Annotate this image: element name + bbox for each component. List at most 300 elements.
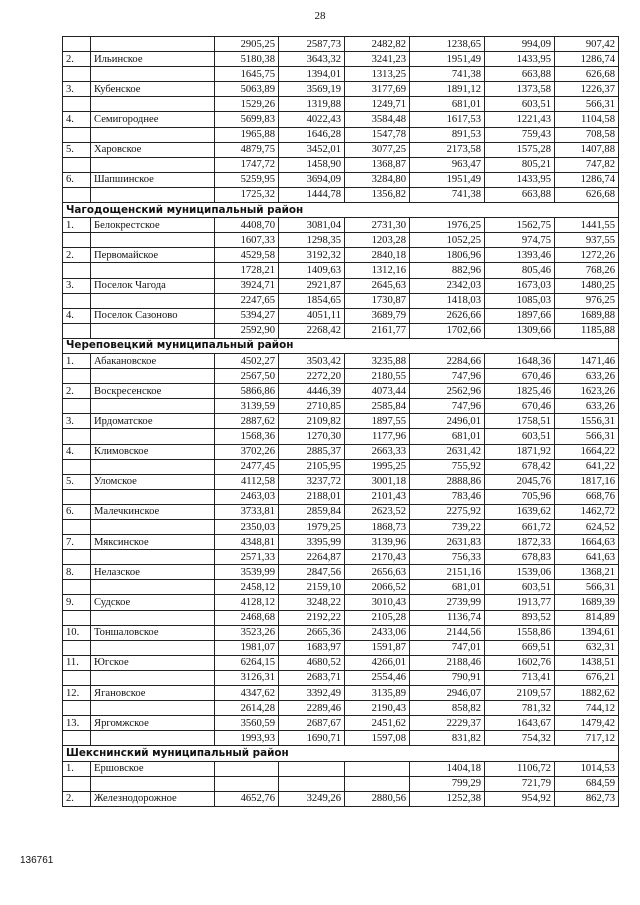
district-header-row [63,746,619,761]
value-cell: 1702,66 [410,323,485,338]
value-cell: 1177,96 [345,429,410,444]
settlement-name: Харовское [91,142,215,157]
value-cell: 4348,81 [215,535,279,550]
value-cell: 2275,92 [410,504,485,519]
row-index: 12. [63,686,91,701]
settlement-name [91,731,215,746]
value-cell: 2451,62 [345,716,410,731]
settlement-name [91,640,215,655]
value-cell: 2247,65 [215,293,279,308]
value-cell: 3237,72 [279,474,345,489]
value-cell: 3503,42 [279,353,345,368]
row-index [63,37,91,52]
value-cell: 2880,56 [345,791,410,806]
value-cell: 3135,89 [345,686,410,701]
table-row [63,293,619,308]
value-cell: 2587,73 [279,37,345,52]
table-row [63,308,619,323]
row-index [63,640,91,655]
row-index: 8. [63,565,91,580]
value-cell: 1993,93 [215,731,279,746]
settlement-name: Поселок Сазоново [91,308,215,323]
district-title: Череповецкий муниципальный район [63,338,619,353]
value-cell: 717,12 [555,731,619,746]
settlement-name: Югское [91,655,215,670]
value-cell: 891,53 [410,127,485,142]
row-index: 2. [63,248,91,263]
value-cell: 4652,76 [215,791,279,806]
settlement-name [91,701,215,716]
value-cell: 1104,58 [555,112,619,127]
settlement-name: Абакановское [91,353,215,368]
value-cell: 963,47 [410,157,485,172]
value-cell: 1664,63 [555,535,619,550]
settlement-name: Климовское [91,444,215,459]
value-cell: 1286,74 [555,52,619,67]
value-cell: 2229,37 [410,716,485,731]
value-cell: 4879,75 [215,142,279,157]
settlement-name [91,67,215,82]
value-cell: 2433,06 [345,625,410,640]
settlement-name: Малечкинское [91,504,215,519]
row-index: 6. [63,172,91,187]
value-cell: 1221,43 [485,112,555,127]
value-cell: 4051,11 [279,308,345,323]
value-cell: 1185,88 [555,323,619,338]
value-cell: 2885,37 [279,444,345,459]
settlement-name: Поселок Чагода [91,278,215,293]
value-cell: 5180,38 [215,52,279,67]
value-cell: 1373,58 [485,82,555,97]
value-cell: 805,21 [485,157,555,172]
table-row [63,701,619,716]
value-cell: 2887,62 [215,414,279,429]
row-index [63,776,91,791]
value-cell: 1690,71 [279,731,345,746]
settlement-name [91,263,215,278]
row-index [63,550,91,565]
settlement-name [91,550,215,565]
value-cell: 2170,43 [345,550,410,565]
value-cell: 1683,97 [279,640,345,655]
value-cell: 1298,35 [279,233,345,248]
value-cell: 3560,59 [215,716,279,731]
row-index [63,369,91,384]
value-cell: 2847,56 [279,565,345,580]
value-cell: 2614,28 [215,701,279,716]
value-cell: 1979,25 [279,520,345,535]
value-cell: 2458,12 [215,580,279,595]
value-cell: 1664,22 [555,444,619,459]
value-cell: 1871,92 [485,444,555,459]
value-cell: 1602,76 [485,655,555,670]
settlement-name [91,489,215,504]
settlement-name [91,580,215,595]
value-cell: 3248,22 [279,595,345,610]
value-cell: 2101,43 [345,489,410,504]
row-index [63,399,91,414]
row-index: 4. [63,112,91,127]
settlement-name: Семигороднее [91,112,215,127]
value-cell: 661,72 [485,520,555,535]
row-index: 13. [63,716,91,731]
value-cell: 2066,52 [345,580,410,595]
table-row [63,520,619,535]
row-index: 1. [63,353,91,368]
row-index: 5. [63,142,91,157]
value-cell: 1882,62 [555,686,619,701]
value-cell: 668,76 [555,489,619,504]
value-cell: 831,82 [410,731,485,746]
value-cell: 4680,52 [279,655,345,670]
value-cell: 1951,49 [410,52,485,67]
value-cell: 2159,10 [279,580,345,595]
value-cell: 2562,96 [410,384,485,399]
settlement-name: Воскресенское [91,384,215,399]
value-cell: 755,92 [410,459,485,474]
value-cell: 1226,37 [555,82,619,97]
value-cell: 2272,20 [279,369,345,384]
value-cell: 1643,67 [485,716,555,731]
settlement-name: Мяксинское [91,535,215,550]
table-row [63,640,619,655]
table-row [63,429,619,444]
value-cell: 1913,77 [485,595,555,610]
value-cell [215,761,279,776]
row-index: 2. [63,52,91,67]
value-cell: 1394,01 [279,67,345,82]
settlement-name: Яргомжское [91,716,215,731]
settlement-name [91,670,215,685]
value-cell: 3523,26 [215,625,279,640]
settlement-name: Первомайское [91,248,215,263]
row-index [63,323,91,338]
value-cell: 3689,79 [345,308,410,323]
value-cell: 678,42 [485,459,555,474]
settlement-name: Уломское [91,474,215,489]
page-number: 28 [314,10,326,22]
table-row [63,489,619,504]
table-row [63,248,619,263]
row-index: 1. [63,218,91,233]
value-cell: 1825,46 [485,384,555,399]
value-cell: 1368,21 [555,565,619,580]
value-cell: 893,52 [485,610,555,625]
value-cell: 1458,90 [279,157,345,172]
value-cell: 2289,46 [279,701,345,716]
table-row [63,670,619,685]
value-cell: 1394,61 [555,625,619,640]
table-row [63,474,619,489]
value-cell: 1319,88 [279,97,345,112]
table-row [63,731,619,746]
value-cell: 1529,26 [215,97,279,112]
value-cell: 1272,26 [555,248,619,263]
value-cell: 641,22 [555,459,619,474]
value-cell: 669,51 [485,640,555,655]
value-cell: 1747,72 [215,157,279,172]
tariff-table [62,36,619,807]
value-cell: 1965,88 [215,127,279,142]
table-row [63,97,619,112]
table-body [63,37,619,807]
value-cell: 2946,07 [410,686,485,701]
value-cell: 1728,21 [215,263,279,278]
value-cell: 1438,51 [555,655,619,670]
value-cell: 4347,62 [215,686,279,701]
value-cell: 684,59 [555,776,619,791]
value-cell: 603,51 [485,429,555,444]
settlement-name: Ильинское [91,52,215,67]
value-cell: 3249,26 [279,791,345,806]
value-cell: 1872,33 [485,535,555,550]
value-cell: 2645,63 [345,278,410,293]
value-cell: 2683,71 [279,670,345,685]
table-row [63,565,619,580]
value-cell [279,776,345,791]
value-cell: 3539,99 [215,565,279,580]
value-cell: 2631,83 [410,535,485,550]
value-cell: 3284,80 [345,172,410,187]
settlement-name: Судское [91,595,215,610]
row-index: 3. [63,82,91,97]
value-cell: 3392,49 [279,686,345,701]
value-cell: 1409,63 [279,263,345,278]
value-cell: 4128,12 [215,595,279,610]
table-row [63,369,619,384]
value-cell: 974,75 [485,233,555,248]
value-cell: 3081,04 [279,218,345,233]
table-row [63,187,619,202]
row-index: 3. [63,278,91,293]
table-row [63,459,619,474]
value-cell: 4408,70 [215,218,279,233]
row-index [63,670,91,685]
table-row [63,52,619,67]
table-row [63,67,619,82]
value-cell: 1673,03 [485,278,555,293]
settlement-name: Ирдоматское [91,414,215,429]
value-cell: 805,46 [485,263,555,278]
value-cell: 4073,44 [345,384,410,399]
value-cell: 603,51 [485,580,555,595]
value-cell: 1897,66 [485,308,555,323]
value-cell: 2592,90 [215,323,279,338]
value-cell: 4112,58 [215,474,279,489]
value-cell: 2905,25 [215,37,279,52]
value-cell: 1444,78 [279,187,345,202]
value-cell: 781,32 [485,701,555,716]
settlement-name [91,293,215,308]
value-cell: 1441,55 [555,218,619,233]
table-row [63,414,619,429]
value-cell: 2151,16 [410,565,485,580]
settlement-name: Кубенское [91,82,215,97]
value-cell: 681,01 [410,580,485,595]
table-row [63,233,619,248]
settlement-name [91,187,215,202]
value-cell: 1623,26 [555,384,619,399]
table-row [63,82,619,97]
value-cell: 747,96 [410,369,485,384]
row-index [63,429,91,444]
district-title: Чагодощенский муниципальный район [63,203,619,218]
settlement-name [91,157,215,172]
value-cell: 676,21 [555,670,619,685]
value-cell: 1645,75 [215,67,279,82]
settlement-name: Железнодорожное [91,791,215,806]
value-cell: 3001,18 [345,474,410,489]
row-index [63,263,91,278]
value-cell: 4502,27 [215,353,279,368]
value-cell: 1309,66 [485,323,555,338]
value-cell: 2342,03 [410,278,485,293]
value-cell: 1891,12 [410,82,485,97]
value-cell: 632,31 [555,640,619,655]
row-index [63,187,91,202]
settlement-name [91,429,215,444]
value-cell: 2105,28 [345,610,410,625]
row-index: 4. [63,444,91,459]
row-index: 4. [63,308,91,323]
table-row [63,157,619,172]
value-cell: 2161,77 [345,323,410,338]
value-cell: 3694,09 [279,172,345,187]
settlement-name [91,459,215,474]
value-cell: 2188,01 [279,489,345,504]
value-cell: 2631,42 [410,444,485,459]
value-cell [345,761,410,776]
district-title: Шекснинский муниципальный район [63,746,619,761]
row-index: 2. [63,791,91,806]
value-cell: 3010,43 [345,595,410,610]
settlement-name [91,776,215,791]
value-cell: 747,01 [410,640,485,655]
value-cell: 2571,33 [215,550,279,565]
row-index: 9. [63,595,91,610]
value-cell: 5699,83 [215,112,279,127]
value-cell: 566,31 [555,97,619,112]
table-row [63,112,619,127]
value-cell: 1868,73 [345,520,410,535]
value-cell: 1556,31 [555,414,619,429]
value-cell: 2687,67 [279,716,345,731]
settlement-name [91,323,215,338]
row-index [63,610,91,625]
value-cell: 2626,66 [410,308,485,323]
value-cell: 670,46 [485,369,555,384]
value-cell: 1404,18 [410,761,485,776]
row-index [63,67,91,82]
value-cell: 663,88 [485,67,555,82]
settlement-name [91,399,215,414]
value-cell: 2350,03 [215,520,279,535]
settlement-name: Ершовское [91,761,215,776]
table-row [63,142,619,157]
value-cell: 1480,25 [555,278,619,293]
table-row [63,218,619,233]
table-row [63,610,619,625]
value-cell: 2840,18 [345,248,410,263]
value-cell: 670,46 [485,399,555,414]
value-cell: 2731,30 [345,218,410,233]
value-cell: 705,96 [485,489,555,504]
value-cell: 681,01 [410,97,485,112]
settlement-name [91,369,215,384]
value-cell: 1995,25 [345,459,410,474]
value-cell: 1249,71 [345,97,410,112]
value-cell: 799,29 [410,776,485,791]
row-index: 11. [63,655,91,670]
table-row [63,384,619,399]
value-cell: 681,01 [410,429,485,444]
table-row [63,686,619,701]
value-cell: 708,58 [555,127,619,142]
row-index [63,520,91,535]
row-index [63,97,91,112]
table-row [63,353,619,368]
row-index [63,731,91,746]
value-cell: 814,89 [555,610,619,625]
value-cell: 756,33 [410,550,485,565]
table-row [63,791,619,806]
value-cell [345,776,410,791]
value-cell: 1639,62 [485,504,555,519]
table-row [63,504,619,519]
value-cell: 2888,86 [410,474,485,489]
value-cell: 2477,45 [215,459,279,474]
value-cell: 976,25 [555,293,619,308]
value-cell: 1433,95 [485,52,555,67]
settlement-name [91,127,215,142]
value-cell: 1270,30 [279,429,345,444]
row-index [63,233,91,248]
value-cell: 1607,33 [215,233,279,248]
value-cell: 1981,07 [215,640,279,655]
value-cell: 3077,25 [345,142,410,157]
value-cell: 1854,65 [279,293,345,308]
value-cell: 1617,53 [410,112,485,127]
value-cell: 1562,75 [485,218,555,233]
value-cell: 1558,86 [485,625,555,640]
row-index [63,157,91,172]
value-cell: 1479,42 [555,716,619,731]
value-cell: 2190,43 [345,701,410,716]
value-cell: 1356,82 [345,187,410,202]
table-row [63,444,619,459]
row-index [63,293,91,308]
value-cell [215,776,279,791]
value-cell: 862,73 [555,791,619,806]
settlement-name: Ягановское [91,686,215,701]
value-cell: 2109,82 [279,414,345,429]
value-cell: 1106,72 [485,761,555,776]
value-cell: 1407,88 [555,142,619,157]
value-cell: 1646,28 [279,127,345,142]
value-cell: 2665,36 [279,625,345,640]
value-cell: 3924,71 [215,278,279,293]
settlement-name: Белокрестское [91,218,215,233]
value-cell: 768,26 [555,263,619,278]
value-cell [279,761,345,776]
value-cell: 566,31 [555,429,619,444]
row-index [63,701,91,716]
value-cell: 1433,95 [485,172,555,187]
value-cell: 3569,19 [279,82,345,97]
row-index: 7. [63,535,91,550]
settlement-name [91,97,215,112]
value-cell: 1238,65 [410,37,485,52]
